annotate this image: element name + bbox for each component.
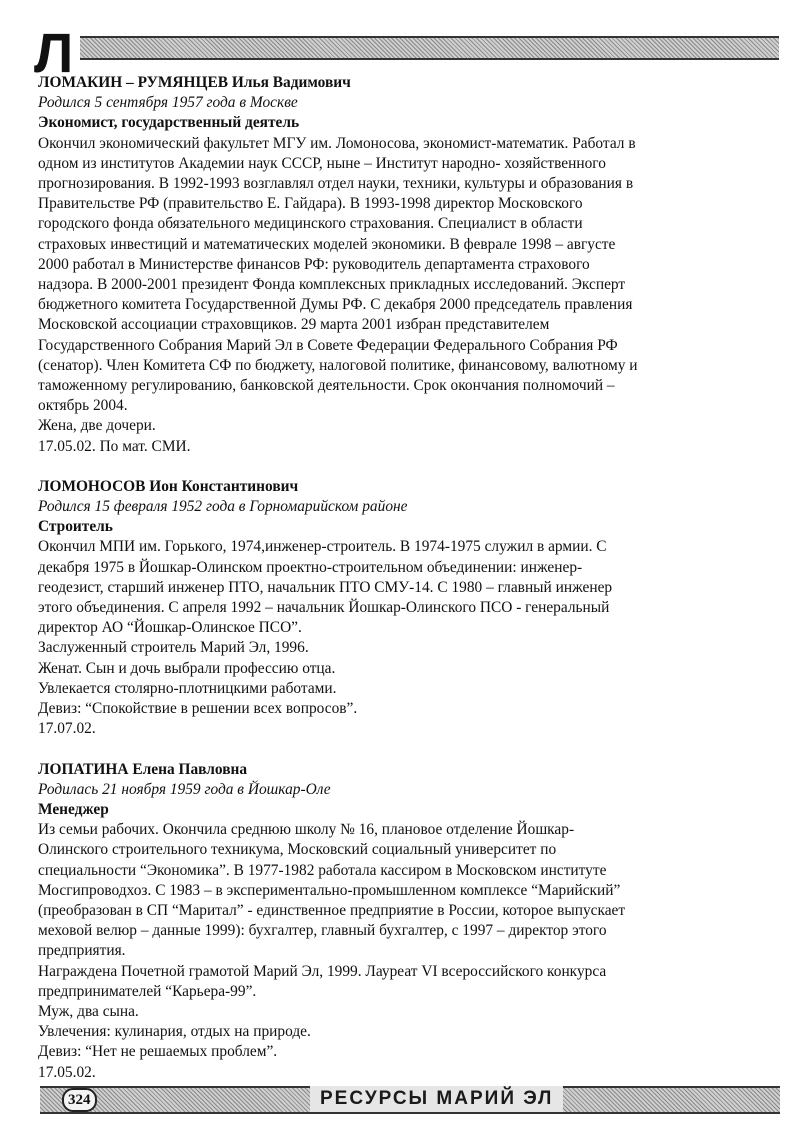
entry-body xyxy=(38,134,753,457)
section-letter: Л xyxy=(34,21,74,84)
entry-name: ЛОПАТИНА Елена Павловна xyxy=(38,760,248,778)
entry-body-line: Муж, два сына. xyxy=(38,1002,139,1020)
entry-birth: Родился 5 сентября 1957 года в Москве xyxy=(38,94,298,112)
entry-body-line: Правительстве РФ (правительство Е. Гайдара). В 1993-1998 директор Московского xyxy=(38,195,583,213)
entry-birth: Родилась 21 ноября 1959 года в Йошкар-Оле xyxy=(38,780,331,798)
page-footer xyxy=(40,1086,780,1114)
entry-body-line: Заслуженный строитель Марий Эл, 1996. xyxy=(38,639,309,657)
entry-body-line: (преобразован в СП “Маритал” - единственное предприятие в России, которое выпускает xyxy=(38,901,626,919)
entry-lopatina xyxy=(38,760,753,1083)
entry-body-line: директор АО “Йошкар-Олинское ПСО”. xyxy=(38,619,302,637)
entry-body-line: Награждена Почетной грамотой Марий Эл, 1999. Лауреат VI всероссийского конкурса xyxy=(38,962,607,980)
entry-body-line: меховой велюр – данные 1999): бухгалтер, главный бухгалтер, с 1997 – директор этого xyxy=(38,922,607,940)
entry-body-line: Женат. Сын и дочь выбрали профессию отца. xyxy=(38,659,336,677)
entry-body xyxy=(38,537,753,739)
entry-body-line: Девиз: “Спокойствие в решении всех вопросов”. xyxy=(38,700,358,718)
entry-body-line: Увлечения: кулинария, отдых на природе. xyxy=(38,1023,311,1041)
entry-body xyxy=(38,820,753,1083)
entry-body-line: надзора. В 2000-2001 президент Фонда комплексных прикладных исследований. Эксперт xyxy=(38,276,626,294)
entry-body-line: октябрь 2004. xyxy=(38,397,128,415)
entry-body-line: Окончил экономический факультет МГУ им. Ломоносова, экономист-математик. Работал в xyxy=(38,134,636,152)
entry-body-line: Окончил МПИ им. Горького, 1974,инженер-строитель. В 1974-1975 служил в армии. С xyxy=(38,538,607,556)
entry-body-line: 17.05.02. По мат. СМИ. xyxy=(38,437,191,455)
entry-body-line: бюджетного комитета Государственной Думы РФ. С декабря 2000 председатель правления xyxy=(38,296,633,314)
entry-body-line: этого объединения. С апреля 1992 – начальник Йошкар-Олинского ПСО - генеральный xyxy=(38,599,610,617)
entry-body-line: Увлекается столярно-плотницкими работами. xyxy=(38,679,337,697)
entry-body-line: Из семьи рабочих. Окончила среднюю школу № 16, плановое отделение Йошкар- xyxy=(38,821,575,839)
entry-lomakin-rumyantsev xyxy=(38,73,753,457)
entry-body-line: специальности “Экономика”. В 1977-1982 работала кассиром в Московском институте xyxy=(38,861,607,879)
entry-profession: Менеджер xyxy=(38,800,109,818)
entry-body-line: геодезист, старший инженер ПТО, начальник ПТО СМУ-14. С 1980 – главный инженер xyxy=(38,578,613,596)
entry-lomonosov xyxy=(38,477,753,740)
entry-body-line: 17.07.02. xyxy=(38,720,96,738)
entry-body-line: Олинского строительного техникума, Московский социальный университет по xyxy=(38,841,557,859)
entry-body-line: таможенному регулированию, банковской деятельности. Срок окончания полномочий – xyxy=(38,377,615,395)
entry-name: ЛОМОНОСОВ Ион Константинович xyxy=(38,477,299,495)
entry-profession: Экономист, государственный деятель xyxy=(38,114,300,132)
entry-body-line: одном из институтов Академии наук СССР, ныне – Институт народно- хозяйственного xyxy=(38,154,606,172)
footer-title: РЕСУРСЫ МАРИЙ ЭЛ xyxy=(310,1086,563,1112)
entry-profession: Строитель xyxy=(38,518,113,536)
entry-body-line: страховых инвестиций и математических моделей экономики. В феврале 1998 – августе xyxy=(38,235,616,253)
entry-body-line: городского фонда обязательного медицинского страхования. Специалист в области xyxy=(38,215,583,233)
entry-birth: Родился 15 февраля 1952 года в Горномарийском районе xyxy=(38,498,408,516)
entry-body-line: Московской ассоциации страховщиков. 29 марта 2001 избран представителем xyxy=(38,316,550,334)
entry-body-line: 17.05.02. xyxy=(38,1063,96,1081)
entry-body-line: Девиз: “Нет не решаемых проблем”. xyxy=(38,1043,278,1061)
entry-body-line: предпринимателей “Карьера-99”. xyxy=(38,982,257,1000)
entry-body-line: (сенатор). Член Комитета СФ по бюджету, налоговой политике, финансовому, валютному и xyxy=(38,356,638,374)
entry-body-line: прогнозирования. В 1992-1993 возглавлял отдел науки, техники, культуры и образования в xyxy=(38,175,634,193)
entry-body-line: Государственного Собрания Марий Эл в Совете Федерации Федерального Собрания РФ xyxy=(38,336,618,354)
entry-body-line: предприятия. xyxy=(38,942,126,960)
page-number: 324 xyxy=(62,1088,97,1112)
entry-name: ЛОМАКИН – РУМЯНЦЕВ Илья Вадимович xyxy=(38,74,351,91)
entry-body-line: Мосгипроводхоз. С 1983 – в экспериментально-промышленном комплексе “Марийский” xyxy=(38,881,621,899)
entries-list xyxy=(38,73,753,1083)
header-hatch-bar xyxy=(80,36,779,60)
entry-body-line: декабря 1975 в Йошкар-Олинском проектно-строительном объединении: инженер- xyxy=(38,558,583,576)
entry-body-line: 2000 работал в Министерстве финансов РФ: руководитель департамента страхового xyxy=(38,255,590,273)
entry-body-line: Жена, две дочери. xyxy=(38,417,156,435)
